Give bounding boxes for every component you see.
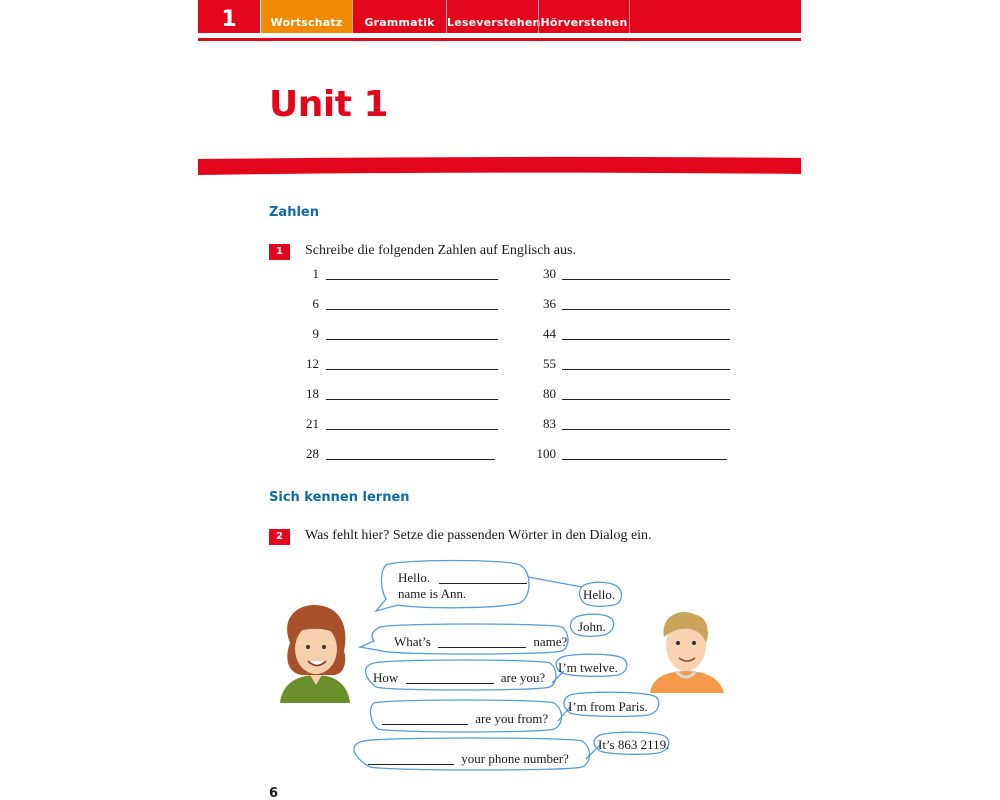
answer-line[interactable] bbox=[326, 309, 498, 310]
answer-line[interactable] bbox=[326, 399, 498, 400]
page-title: Unit 1 bbox=[269, 84, 388, 125]
bubble-line bbox=[373, 670, 545, 686]
number-label: 30 bbox=[543, 266, 556, 281]
answer-line[interactable] bbox=[562, 459, 727, 460]
dialog-text: name is Ann. bbox=[398, 586, 467, 601]
dialog-reply: Hello. bbox=[583, 587, 616, 602]
number-label: 80 bbox=[543, 386, 556, 401]
answer-line[interactable] bbox=[326, 279, 498, 280]
exercise-number-2: 2 bbox=[269, 529, 290, 545]
answer-line[interactable] bbox=[562, 309, 730, 310]
header-underline bbox=[198, 38, 801, 41]
exercise-1-instruction: Schreibe die folgenden Zahlen auf Englisch aus. bbox=[305, 243, 576, 258]
bubble-line bbox=[394, 634, 567, 650]
dialog-text: name? bbox=[533, 634, 568, 649]
number-label: 83 bbox=[543, 416, 556, 431]
dialog-reply: John. bbox=[578, 619, 606, 634]
answer-line[interactable] bbox=[326, 339, 498, 340]
number-label: 44 bbox=[543, 326, 556, 341]
number-label: 6 bbox=[312, 296, 319, 311]
exercise-2-instruction: Was fehlt hier? Setze die passenden Wörter in den Dialog ein. bbox=[305, 528, 652, 543]
bubble-line bbox=[382, 711, 548, 727]
john-character bbox=[650, 612, 724, 693]
dialog-blank[interactable] bbox=[439, 583, 527, 584]
number-label: 12 bbox=[306, 356, 319, 371]
number-label: 21 bbox=[306, 416, 319, 431]
dialog-text: are you from? bbox=[475, 711, 549, 726]
number-label: 18 bbox=[306, 386, 319, 401]
dialog-reply: I’m from Paris. bbox=[568, 699, 648, 714]
dialog-text: How bbox=[373, 670, 399, 685]
number-label: 28 bbox=[306, 446, 319, 461]
dialog-blank[interactable] bbox=[438, 647, 526, 648]
section-title-numbers: Zahlen bbox=[269, 205, 319, 220]
dialog-text: are you? bbox=[500, 670, 546, 685]
answer-line[interactable] bbox=[562, 279, 730, 280]
dialog-blank[interactable] bbox=[406, 683, 494, 684]
number-label: 36 bbox=[543, 296, 556, 311]
chapter-header-bar bbox=[198, 0, 801, 33]
tab-hoerverstehen[interactable]: Hörverstehen bbox=[538, 0, 630, 33]
bubble-line bbox=[368, 751, 569, 767]
answer-line[interactable] bbox=[326, 459, 495, 460]
section-title-meeting: Sich kennen lernen bbox=[269, 490, 410, 505]
dialog-blank[interactable] bbox=[368, 764, 454, 765]
number-label: 1 bbox=[312, 266, 319, 281]
number-label: 9 bbox=[312, 326, 319, 341]
unit-number: 1 bbox=[221, 7, 237, 32]
dialog-blank[interactable] bbox=[382, 724, 468, 725]
number-label: 100 bbox=[536, 446, 556, 461]
workbook-page bbox=[198, 0, 801, 800]
dialog-text: Hello. bbox=[398, 570, 431, 585]
answer-line[interactable] bbox=[562, 369, 730, 370]
answer-line[interactable] bbox=[562, 429, 730, 430]
dialog-illustration bbox=[198, 555, 801, 780]
answer-line[interactable] bbox=[326, 369, 498, 370]
tab-grammatik[interactable]: Grammatik bbox=[352, 0, 446, 33]
dialog-text: your phone number? bbox=[461, 751, 569, 766]
number-label: 55 bbox=[543, 356, 556, 371]
answer-line[interactable] bbox=[562, 339, 730, 340]
ann-character bbox=[280, 605, 350, 703]
exercise-number-1: 1 bbox=[269, 244, 290, 260]
tab-wortschatz[interactable]: Wortschatz bbox=[260, 0, 352, 33]
answer-line[interactable] bbox=[562, 399, 730, 400]
title-swoosh-decoration bbox=[198, 155, 801, 177]
bubble-line bbox=[398, 570, 527, 586]
page-number: 6 bbox=[269, 786, 279, 800]
dialog-reply: I’m twelve. bbox=[558, 660, 618, 675]
tab-leseverstehen[interactable]: Leseverstehen bbox=[446, 0, 538, 33]
dialog-text: What’s bbox=[394, 634, 431, 649]
dialog-reply: It’s 863 2119. bbox=[598, 737, 670, 752]
answer-line[interactable] bbox=[326, 429, 498, 430]
